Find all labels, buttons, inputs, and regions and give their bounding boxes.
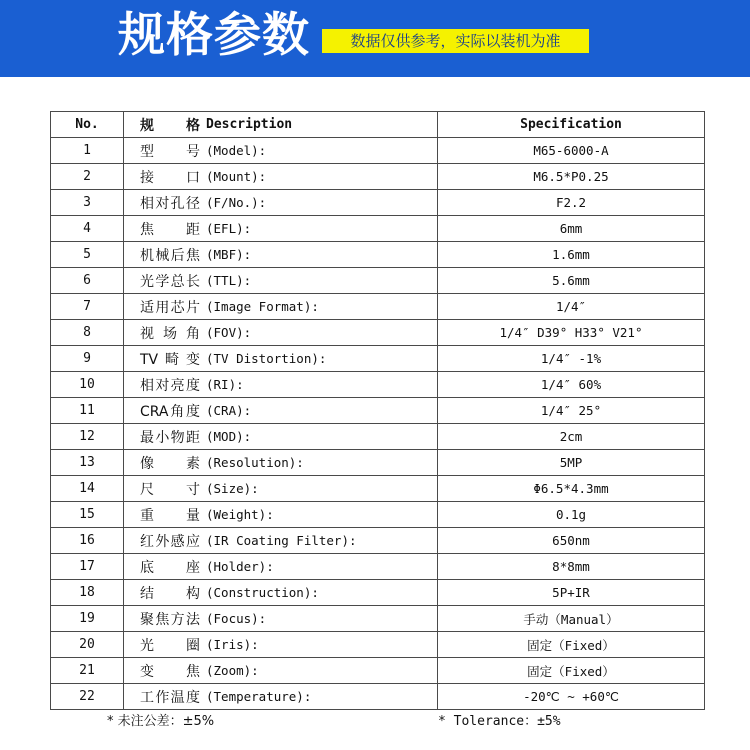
row-description-cell bbox=[124, 216, 438, 242]
row-label-zh: 底座 bbox=[140, 559, 200, 576]
table-row bbox=[51, 632, 705, 658]
row-description-wrap bbox=[124, 346, 437, 371]
row-description-wrap bbox=[124, 476, 437, 501]
row-description-wrap bbox=[124, 294, 437, 319]
row-label-zh: 焦距 bbox=[140, 221, 200, 238]
row-label-en: (Weight): bbox=[206, 507, 274, 522]
row-description-wrap bbox=[124, 554, 437, 579]
row-description-cell bbox=[124, 684, 438, 710]
table-row bbox=[51, 320, 705, 346]
row-number: 17 bbox=[51, 554, 124, 580]
column-header-spec-zh: 规格 bbox=[140, 117, 200, 134]
row-number: 13 bbox=[51, 450, 124, 476]
row-label-zh: 相对孔径 bbox=[140, 195, 200, 212]
row-number: 6 bbox=[51, 268, 124, 294]
row-number: 16 bbox=[51, 528, 124, 554]
row-value: 0.1g bbox=[438, 502, 705, 528]
row-value: F2.2 bbox=[438, 190, 705, 216]
row-label-en: (Construction): bbox=[206, 585, 319, 600]
table-row bbox=[51, 242, 705, 268]
table-row bbox=[51, 190, 705, 216]
row-label-en: (Focus): bbox=[206, 611, 267, 626]
table-row bbox=[51, 554, 705, 580]
row-label-en: (Resolution): bbox=[206, 455, 304, 470]
row-value: 1/4″ D39° H33° V21° bbox=[438, 320, 705, 346]
row-label-zh: 适用芯片 bbox=[140, 299, 200, 316]
row-description-cell bbox=[124, 398, 438, 424]
row-number: 18 bbox=[51, 580, 124, 606]
row-number: 1 bbox=[51, 138, 124, 164]
row-description-wrap bbox=[124, 190, 437, 215]
row-value: M6.5*P0.25 bbox=[438, 164, 705, 190]
row-description-wrap bbox=[124, 528, 437, 553]
row-value: 8*8mm bbox=[438, 554, 705, 580]
row-label-en: (IR Coating Filter): bbox=[206, 533, 357, 548]
row-description-cell bbox=[124, 606, 438, 632]
row-label-zh: 相对亮度 bbox=[140, 377, 200, 394]
header-banner bbox=[0, 0, 750, 77]
table-row bbox=[51, 138, 705, 164]
row-label-zh: 结构 bbox=[140, 585, 200, 602]
row-number: 3 bbox=[51, 190, 124, 216]
row-label-en: (Temperature): bbox=[206, 689, 312, 704]
row-value: 5P+IR bbox=[438, 580, 705, 606]
table-row bbox=[51, 424, 705, 450]
row-value: 6mm bbox=[438, 216, 705, 242]
column-header-specification: Specification bbox=[438, 112, 705, 138]
row-description-wrap bbox=[124, 372, 437, 397]
row-value: 1/4″ 25° bbox=[438, 398, 705, 424]
row-description-wrap bbox=[124, 424, 437, 449]
column-header-no: No. bbox=[51, 112, 124, 138]
row-label-en: (TV Distortion): bbox=[206, 351, 327, 366]
row-description-cell bbox=[124, 632, 438, 658]
row-description-wrap bbox=[124, 268, 437, 293]
row-value: 1/4″ 60% bbox=[438, 372, 705, 398]
table-row bbox=[51, 580, 705, 606]
row-label-en: (MBF): bbox=[206, 247, 252, 262]
row-number: 2 bbox=[51, 164, 124, 190]
row-number: 10 bbox=[51, 372, 124, 398]
row-value: -20℃ ~ +60℃ bbox=[438, 684, 705, 710]
row-number: 20 bbox=[51, 632, 124, 658]
row-description-cell bbox=[124, 294, 438, 320]
row-description-wrap bbox=[124, 606, 437, 631]
row-description-wrap bbox=[124, 320, 437, 345]
column-header-description-wrap bbox=[124, 112, 437, 137]
column-header-description: Description bbox=[206, 117, 293, 132]
row-label-zh: 视场角 bbox=[140, 325, 200, 342]
row-label-en: (Holder): bbox=[206, 559, 274, 574]
row-description-cell bbox=[124, 580, 438, 606]
row-value: 650nm bbox=[438, 528, 705, 554]
row-number: 5 bbox=[51, 242, 124, 268]
row-number: 9 bbox=[51, 346, 124, 372]
page-title: 规格参数 bbox=[118, 8, 310, 63]
row-number: 7 bbox=[51, 294, 124, 320]
table-row bbox=[51, 476, 705, 502]
row-label-zh: 机械后焦 bbox=[140, 247, 200, 264]
row-label-en: (RI): bbox=[206, 377, 244, 392]
row-label-en: (F/No.): bbox=[206, 195, 267, 210]
row-number: 4 bbox=[51, 216, 124, 242]
row-label-en: (TTL): bbox=[206, 273, 252, 288]
row-description-cell bbox=[124, 658, 438, 684]
row-description-cell bbox=[124, 424, 438, 450]
row-number: 19 bbox=[51, 606, 124, 632]
spec-table-body bbox=[51, 112, 705, 710]
table-row bbox=[51, 268, 705, 294]
row-description-wrap bbox=[124, 580, 437, 605]
tolerance-note-en: * Tolerance：±5% bbox=[438, 714, 561, 729]
row-description-cell bbox=[124, 554, 438, 580]
row-description-wrap bbox=[124, 138, 437, 163]
row-label-en: (Image Format): bbox=[206, 299, 319, 314]
row-description-cell bbox=[124, 346, 438, 372]
table-row bbox=[51, 164, 705, 190]
table-row bbox=[51, 684, 705, 710]
row-description-wrap bbox=[124, 164, 437, 189]
row-label-zh: 光圈 bbox=[140, 637, 200, 654]
row-label-en: (Size): bbox=[206, 481, 259, 496]
row-label-zh: 工作温度 bbox=[140, 689, 200, 706]
row-value: Φ6.5*4.3mm bbox=[438, 476, 705, 502]
table-row bbox=[51, 294, 705, 320]
row-description-wrap bbox=[124, 658, 437, 683]
row-value: 5MP bbox=[438, 450, 705, 476]
row-label-zh: 重量 bbox=[140, 507, 200, 524]
table-row bbox=[51, 346, 705, 372]
row-description-wrap bbox=[124, 450, 437, 475]
row-label-zh: 变焦 bbox=[140, 663, 200, 680]
row-description-cell bbox=[124, 476, 438, 502]
row-description-cell bbox=[124, 242, 438, 268]
row-description-wrap bbox=[124, 242, 437, 267]
table-row bbox=[51, 450, 705, 476]
row-number: 21 bbox=[51, 658, 124, 684]
row-label-zh: 光学总长 bbox=[140, 273, 200, 290]
row-label-zh: 聚焦方法 bbox=[140, 611, 200, 628]
row-label-en: (Mount): bbox=[206, 169, 267, 184]
disclaimer-badge: 数据仅供参考，实际以装机为准 bbox=[322, 29, 589, 53]
row-label-zh: 尺寸 bbox=[140, 481, 200, 498]
row-label-en: (EFL): bbox=[206, 221, 252, 236]
row-description-cell bbox=[124, 320, 438, 346]
row-label-en: (FOV): bbox=[206, 325, 252, 340]
table-row bbox=[51, 372, 705, 398]
row-description-wrap bbox=[124, 684, 437, 709]
row-description-cell bbox=[124, 164, 438, 190]
table-row bbox=[51, 398, 705, 424]
row-number: 12 bbox=[51, 424, 124, 450]
row-number: 11 bbox=[51, 398, 124, 424]
row-label-en: (Zoom): bbox=[206, 663, 259, 678]
row-description-cell bbox=[124, 138, 438, 164]
row-value: 1.6mm bbox=[438, 242, 705, 268]
row-description-wrap bbox=[124, 632, 437, 657]
row-label-en: (Model): bbox=[206, 143, 267, 158]
row-description-wrap bbox=[124, 398, 437, 423]
column-header-description-cell bbox=[124, 112, 438, 138]
row-label-en: (MOD): bbox=[206, 429, 252, 444]
row-label-zh: CRA角度 bbox=[140, 403, 200, 420]
row-label-en: (Iris): bbox=[206, 637, 259, 652]
table-row bbox=[51, 216, 705, 242]
table-row bbox=[51, 606, 705, 632]
row-description-cell bbox=[124, 450, 438, 476]
row-number: 22 bbox=[51, 684, 124, 710]
row-description-wrap bbox=[124, 502, 437, 527]
row-description-wrap bbox=[124, 216, 437, 241]
row-value: 手动（Manual） bbox=[438, 606, 705, 632]
row-value: 固定（Fixed） bbox=[438, 658, 705, 684]
row-value: 1/4″ -1% bbox=[438, 346, 705, 372]
row-label-zh: 接口 bbox=[140, 169, 200, 186]
row-value: 固定（Fixed） bbox=[438, 632, 705, 658]
row-value: M65-6000-A bbox=[438, 138, 705, 164]
row-label-en: (CRA): bbox=[206, 403, 252, 418]
table-row bbox=[51, 528, 705, 554]
row-number: 14 bbox=[51, 476, 124, 502]
row-number: 15 bbox=[51, 502, 124, 528]
tolerance-note-zh: * 未注公差：±5% bbox=[107, 714, 215, 729]
row-number: 8 bbox=[51, 320, 124, 346]
row-description-cell bbox=[124, 528, 438, 554]
row-description-cell bbox=[124, 502, 438, 528]
spec-table bbox=[50, 111, 705, 710]
row-value: 1/4″ bbox=[438, 294, 705, 320]
table-row bbox=[51, 502, 705, 528]
row-description-cell bbox=[124, 372, 438, 398]
row-label-zh: 像素 bbox=[140, 455, 200, 472]
row-value: 2cm bbox=[438, 424, 705, 450]
row-label-zh: 最小物距 bbox=[140, 429, 200, 446]
table-row bbox=[51, 658, 705, 684]
row-description-cell bbox=[124, 190, 438, 216]
row-description-cell bbox=[124, 268, 438, 294]
row-label-zh: 型号 bbox=[140, 143, 200, 160]
row-label-zh: TV畸变 bbox=[140, 351, 200, 368]
row-value: 5.6mm bbox=[438, 268, 705, 294]
row-label-zh: 红外感应 bbox=[140, 533, 200, 550]
table-header-row bbox=[51, 112, 705, 138]
